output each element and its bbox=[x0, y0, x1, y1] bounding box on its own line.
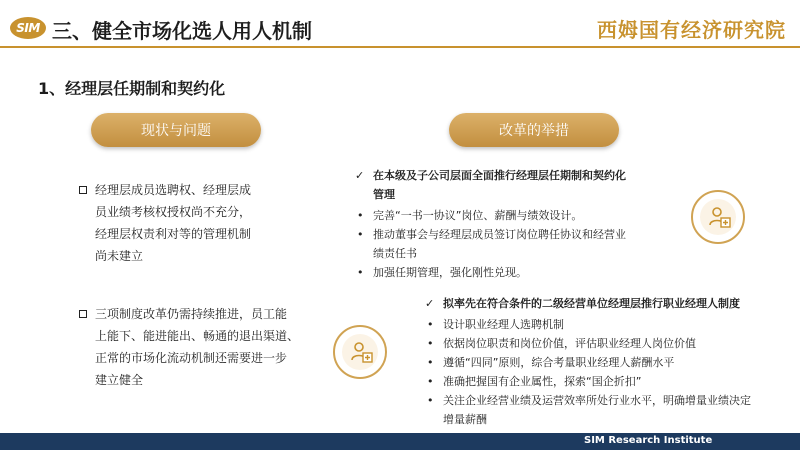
current-issues-pill: 现状与问题 bbox=[91, 113, 261, 147]
issue-line: 三项制度改革仍需持续推进，员工能 bbox=[95, 307, 288, 321]
slide-title: 三、健全市场化选人用人机制 bbox=[52, 19, 312, 43]
footer-text: SIM Research Institute bbox=[584, 435, 713, 446]
user-add-icon bbox=[333, 325, 387, 379]
issue-line: 尚未建立 bbox=[95, 249, 144, 263]
measure-item: • 依据岗位职责和岗位价值，评估职业经理人岗位价值 bbox=[425, 334, 795, 353]
issue-line: 正常的市场化流动机制还需要进一步 bbox=[95, 351, 288, 365]
check-icon: ✓ bbox=[425, 297, 435, 310]
sim-logo: SIM bbox=[10, 17, 46, 39]
measure-item: • 加强任期管理，强化刚性兑现。 bbox=[355, 263, 675, 282]
measure-item: • 完善“一书一协议”岗位、薪酬与绩效设计。 bbox=[355, 206, 675, 225]
issue-line: 员业绩考核权授权尚不充分， bbox=[95, 205, 252, 219]
reform-measures-pill: 改革的举措 bbox=[449, 113, 619, 147]
footer-bar bbox=[0, 433, 800, 450]
check-icon: ✓ bbox=[355, 169, 365, 182]
square-bullet-icon bbox=[79, 310, 87, 318]
measure-block-2 bbox=[425, 294, 795, 429]
issue-line: 经理层权责利对等的管理机制 bbox=[95, 227, 252, 241]
user-add-icon bbox=[691, 190, 745, 244]
square-bullet-icon bbox=[79, 186, 87, 194]
measure-item: • 推动董事会与经理层成员签订岗位聘任协议和经营业 绩责任书 bbox=[355, 225, 675, 263]
section-title: 1、经理层任期制和契约化 bbox=[38, 79, 226, 98]
issue-line: 经理层成员选聘权、经理层成 bbox=[95, 183, 252, 197]
issue-line: 建立健全 bbox=[95, 373, 144, 387]
issue-point-2 bbox=[79, 303, 299, 391]
measure-item: • 关注企业经营业绩及运营效率所处行业水平，明确增量业绩决定 增量薪酬 bbox=[425, 391, 795, 429]
issue-point-1 bbox=[79, 179, 299, 267]
measure-block-1 bbox=[355, 166, 675, 282]
measure-heading: ✓ 在本级及子公司层面全面推行经理层任期制和契约化 管理 bbox=[355, 166, 675, 204]
issue-line: 上能下、能进能出、畅通的退出渠道、 bbox=[95, 329, 300, 343]
measure-item: • 准确把握国有企业属性，探索“国企折扣” bbox=[425, 372, 795, 391]
measure-heading: ✓ 拟率先在符合条件的二级经营单位经理层推行职业经理人制度 bbox=[425, 294, 795, 313]
header-divider bbox=[0, 46, 800, 48]
measure-item: • 遵循“四同”原则，综合考量职业经理人薪酬水平 bbox=[425, 353, 795, 372]
measure-item: • 设计职业经理人选聘机制 bbox=[425, 315, 795, 334]
brand-name: 西姆国有经济研究院 bbox=[597, 18, 786, 42]
